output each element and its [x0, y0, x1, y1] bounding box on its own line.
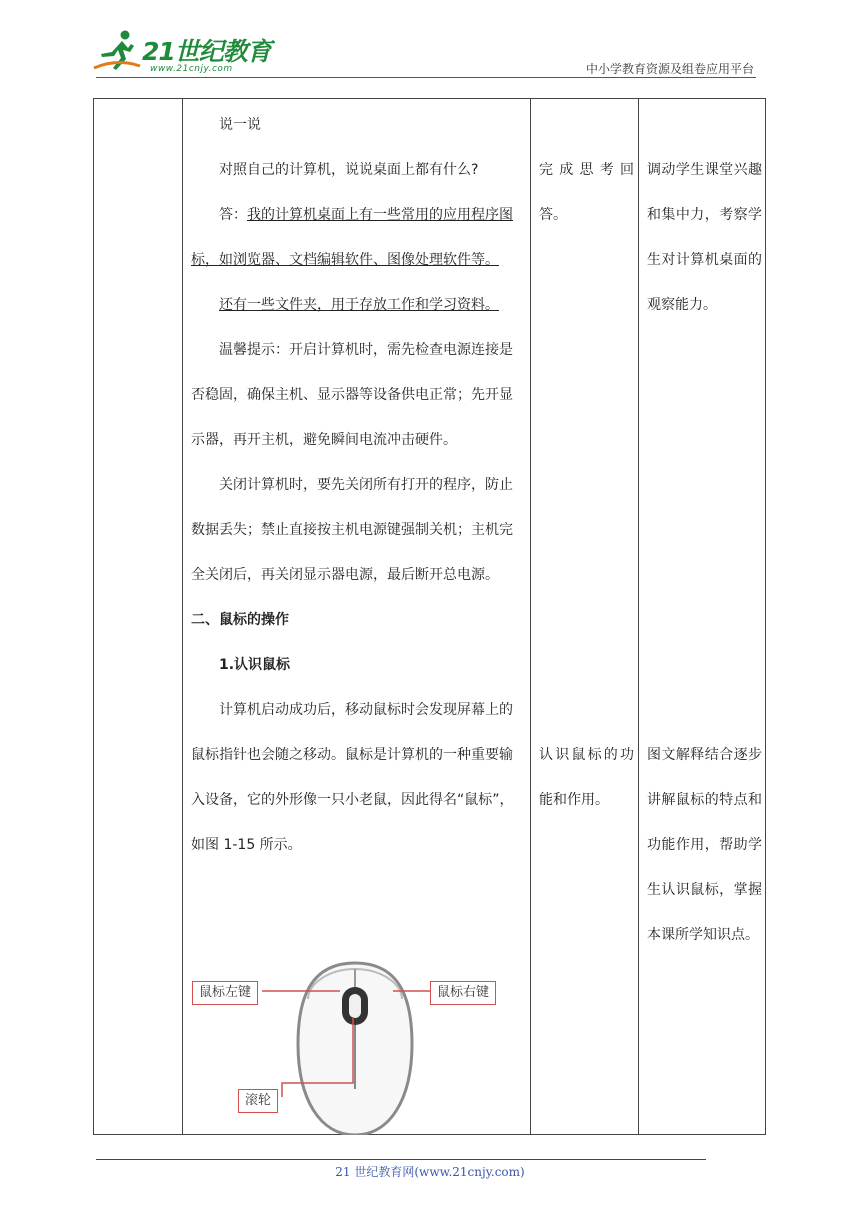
logo-text: 21世纪教育: [142, 37, 271, 66]
label-left-button: 鼠标左键: [192, 981, 258, 1005]
design-intent-text: 图文解释结合逐步讲解鼠标的特点和功能作用，帮助学生认识鼠标，掌握本课所学知识点。: [647, 747, 762, 943]
footer-divider: [96, 1159, 706, 1160]
student-activity-text: 认识鼠标的功能和作用。: [539, 747, 634, 808]
label-right-button: 鼠标右键: [430, 981, 496, 1005]
label-scroll-wheel: 滚轮: [238, 1089, 278, 1113]
design-intent-2: [647, 733, 762, 958]
lesson-table: [93, 98, 766, 1135]
column-divider: [638, 99, 639, 1134]
design-intent-text: 调动学生课堂兴趣和集中力，考察学生对计算机桌面的观察能力。: [647, 162, 762, 313]
site-logo: [92, 28, 272, 78]
student-activity-text: 完成思考回答。: [539, 162, 634, 223]
mouse-figure: [190, 959, 520, 1135]
design-intent-1: [647, 148, 762, 328]
tip-power-off: 关闭计算机时，要先关闭所有打开的程序，防止数据丢失；禁止直接按主机电源键强制关机；主机完全关闭后，再关闭显示器电源，最后断开总电源。: [191, 477, 513, 583]
runner-logo-icon: [92, 28, 142, 74]
student-activity-2: [539, 733, 634, 823]
answer-part-2: 还有一些文件夹，用于存放工作和学习资料。: [219, 297, 499, 313]
column-divider: [530, 99, 531, 1134]
answer-continued: [191, 283, 521, 328]
section-title: 说一说: [219, 117, 261, 133]
mouse-paragraph: 计算机启动成功后，移动鼠标时会发现屏幕上的鼠标指针也会随之移动。鼠标是计算机的一种重要输入设备，它的外形像一只小老鼠，因此得名“鼠标”，如图 1-15 所示。: [191, 702, 514, 853]
teaching-content: [191, 103, 521, 868]
question-text: 对照自己的计算机，说说桌面上都有什么?: [219, 162, 479, 178]
platform-name: 中小学教育资源及组卷应用平台: [585, 62, 754, 76]
page-header: [0, 0, 860, 90]
answer-text: [191, 193, 521, 283]
student-activity-1: [539, 148, 634, 238]
answer-prefix: 答：: [219, 207, 247, 223]
column-divider: [182, 99, 183, 1134]
subsection-heading: 1.认识鼠标: [219, 657, 291, 673]
answer-part-1: 我的计算机桌面上有一些常用的应用程序图标，如浏览器、文档编辑软件、图像处理软件等。: [191, 207, 513, 268]
tip-power-on: 温馨提示：开启计算机时，需先检查电源连接是否稳固，确保主机、显示器等设备供电正常；先开显示器，再开主机，避免瞬间电流冲击硬件。: [191, 342, 513, 448]
header-divider: [96, 77, 756, 78]
section-heading: 二、鼠标的操作: [191, 612, 289, 628]
page-footer: 21 世纪教育网(www.21cnjy.com): [335, 1165, 525, 1179]
logo-url: www.21cnjy.com: [150, 64, 233, 74]
